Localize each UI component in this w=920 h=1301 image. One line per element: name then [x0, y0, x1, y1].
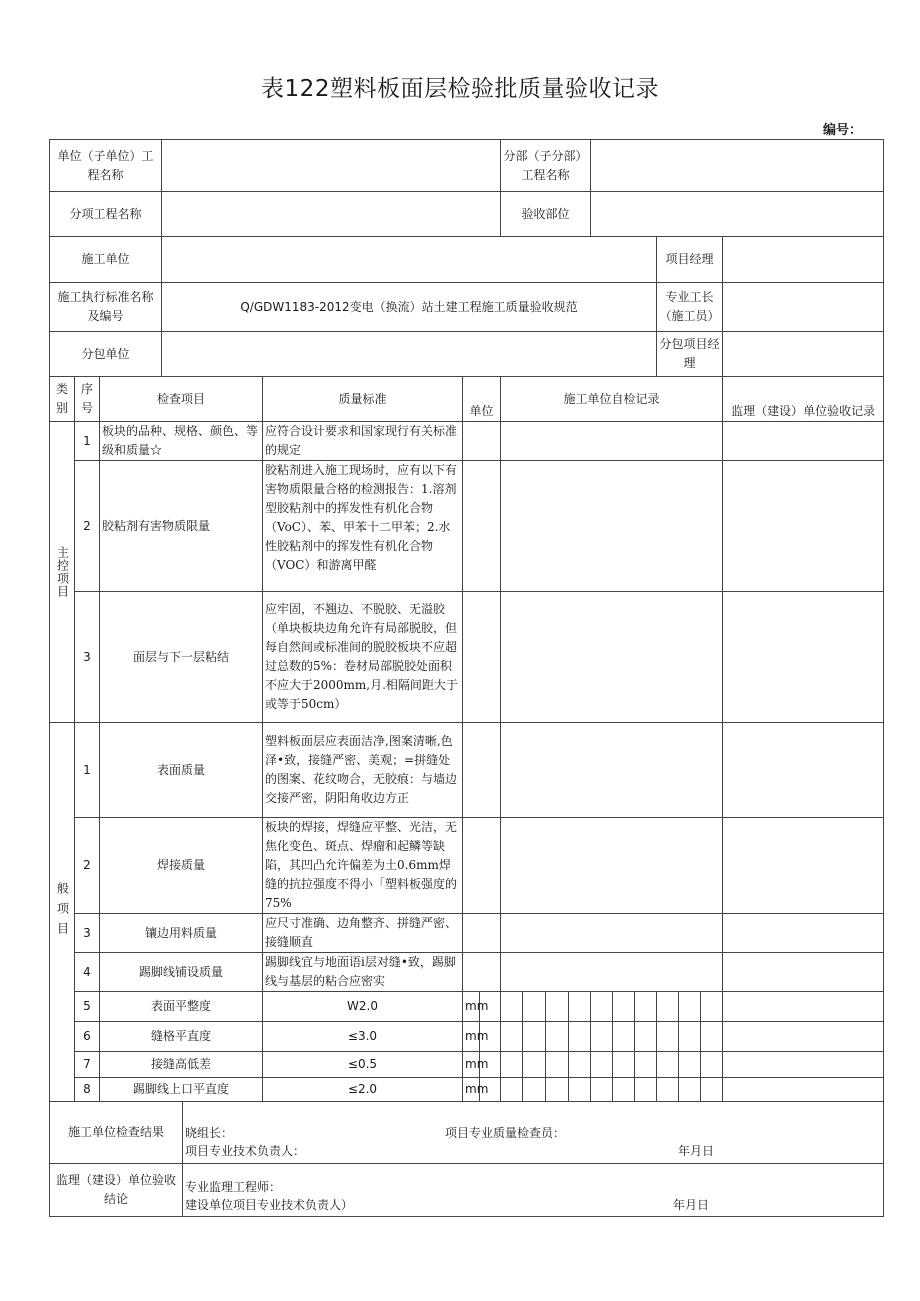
subitem-value[interactable] [162, 192, 501, 237]
measure-cell[interactable] [613, 992, 635, 1022]
main-seq: 1 [75, 422, 100, 461]
col-seq: 序号 [75, 377, 100, 422]
measure-cell[interactable] [546, 1052, 569, 1078]
main-seq: 2 [75, 461, 100, 592]
sub-pm-value[interactable] [723, 332, 884, 377]
measure-cell[interactable] [523, 992, 546, 1022]
measure-cell[interactable] [657, 1022, 679, 1052]
general-seq: 2 [75, 818, 100, 914]
measure-cell[interactable] [613, 1052, 635, 1078]
general-self-check[interactable] [501, 914, 723, 953]
main-category-label: 主控项目 [55, 546, 70, 598]
measure-cell[interactable] [723, 1052, 884, 1078]
check-result-signatures[interactable] [183, 1102, 884, 1164]
qc-inspector-label: 项目专业质量检查员： [445, 1126, 566, 1140]
check-date: 年月日 [678, 1144, 715, 1158]
general-unit[interactable] [463, 953, 501, 992]
tech-lead-label: 项目专业技术负责人： [185, 1144, 306, 1158]
general-category [50, 723, 75, 1102]
measure-cell[interactable] [701, 992, 723, 1022]
general-supervision[interactable] [723, 953, 884, 992]
tolerance-seq: 6 [75, 1022, 100, 1052]
main-standard: 胶粘剂进入施工现场时，应有以下有害物质限量合格的检测报告：1.溶剂型胶粘剂中的挥发性有机化合物（VoC）、苯、甲苯十二甲苯；2.水性胶粘剂中的挥发性有机化合物（VOC）和游离甲醛 [263, 461, 463, 592]
subcontractor-label: 分包单位 [50, 332, 162, 377]
supervision-signatures[interactable] [183, 1164, 884, 1217]
general-unit[interactable] [463, 818, 501, 914]
measure-cell[interactable] [679, 992, 701, 1022]
general-item: 镶边用料质量 [100, 914, 263, 953]
col-self-check: 施工单位自检记录 [501, 377, 723, 422]
measure-cell[interactable] [569, 992, 591, 1022]
general-standard: 板块的焊接，焊缝应平整、光洁，无焦化变色、斑点、焊瘤和起鳞等缺陷，其凹凸允许偏差为土0.6mm焊缝的抗拉强度不得小「塑料板强度的75% [263, 818, 463, 914]
foreman-label: 专业工长（施工员） [657, 283, 723, 332]
team-leader-label: 晓组长： [185, 1126, 234, 1140]
measure-cell[interactable] [569, 1078, 591, 1102]
tolerance-item: 表面平整度 [100, 992, 263, 1022]
tolerance-unit: mm [463, 1078, 480, 1102]
measure-cell[interactable] [501, 992, 523, 1022]
general-self-check[interactable] [501, 953, 723, 992]
supervision-date: 年月日 [673, 1198, 710, 1212]
owner-tech-label: 建设单位项目专业技术负责人） [185, 1198, 354, 1212]
standard-label: 施工执行标准名称及编号 [50, 283, 162, 332]
page-title: 表122塑料板面层检验批质量验收记录 [261, 76, 659, 102]
tolerance-unit: mm [463, 1022, 480, 1052]
constructor-value[interactable] [162, 237, 657, 283]
measure-cell[interactable] [657, 1052, 679, 1078]
main-item: 板块的品种、规格、颜色、等级和质量☆ [100, 422, 263, 461]
measure-cell[interactable] [591, 992, 613, 1022]
general-item: 焊接质量 [100, 818, 263, 914]
tolerance-item: 接缝高低差 [100, 1052, 263, 1078]
subdivision-label: 分部（子分部）工程名称 [501, 140, 591, 192]
main-seq: 3 [75, 592, 100, 723]
col-standard: 质量标准 [263, 377, 463, 422]
tolerance-standard: ≤3.0 [263, 1022, 463, 1052]
measure-cell[interactable] [546, 992, 569, 1022]
measure-cell[interactable] [613, 1022, 635, 1052]
tolerance-standard: ≤0.5 [263, 1052, 463, 1078]
main-supervision[interactable] [723, 592, 884, 723]
measure-cell[interactable] [523, 1052, 546, 1078]
check-result-label: 施工单位检查结果 [50, 1102, 183, 1164]
measure-cell[interactable] [523, 1022, 546, 1052]
subcontractor-value[interactable] [162, 332, 657, 377]
general-standard: 踢脚线宜与地面语i层对缝•致，踢脚线与基层的粘合应密实 [263, 953, 463, 992]
tolerance-seq: 8 [75, 1078, 100, 1102]
measure-cell[interactable] [613, 1078, 635, 1102]
main-unit[interactable] [463, 592, 501, 723]
general-standard: 应尺寸准确、边角整齐、拼缝严密、接缝顺直 [263, 914, 463, 953]
measure-cell[interactable] [679, 1078, 701, 1102]
general-item: 踢脚线铺设质量 [100, 953, 263, 992]
main-category [50, 422, 75, 723]
tolerance-seq: 5 [75, 992, 100, 1022]
measure-cell[interactable] [569, 1052, 591, 1078]
measure-cell[interactable] [591, 1052, 613, 1078]
measure-cell[interactable] [591, 1078, 613, 1102]
general-self-check[interactable] [501, 723, 723, 818]
main-self-check[interactable] [501, 422, 723, 461]
general-category-label: 般项目 [55, 882, 70, 942]
measure-cell[interactable] [701, 1052, 723, 1078]
tolerance-item: 缝格平直度 [100, 1022, 263, 1052]
main-supervision[interactable] [723, 461, 884, 592]
project-manager-label: 项目经理 [657, 237, 723, 283]
supervisor-label: 专业监理工程师： [185, 1180, 282, 1194]
measure-cell[interactable] [546, 1022, 569, 1052]
measure-cell[interactable] [635, 1022, 657, 1052]
subitem-label: 分项工程名称 [50, 192, 162, 237]
measure-cell[interactable] [569, 1022, 591, 1052]
measure-cell[interactable] [501, 1078, 523, 1102]
sub-pm-label: 分包项目经理 [657, 332, 723, 377]
unit-label: 单位（子单位）工程名称 [50, 140, 162, 192]
general-unit[interactable] [463, 914, 501, 953]
main-supervision[interactable] [723, 422, 884, 461]
col-unit: 单位 [463, 377, 501, 422]
acceptance-part-value[interactable] [591, 192, 884, 237]
col-category: 类别 [50, 377, 75, 422]
measure-cell[interactable] [635, 1052, 657, 1078]
measure-cell[interactable] [657, 992, 679, 1022]
tolerance-unit: mm [463, 992, 480, 1022]
measure-cell[interactable] [679, 1052, 701, 1078]
tolerance-item: 踢脚线上口平直度 [100, 1078, 263, 1102]
project-manager-value[interactable] [723, 237, 884, 283]
general-supervision[interactable] [723, 818, 884, 914]
standard-value[interactable]: Q/GDW1183-2012变电（换流）站土建工程施工质量验收规范 [162, 283, 657, 332]
doc-number-label: 编号： [822, 123, 862, 138]
measure-cell[interactable] [679, 1022, 701, 1052]
general-self-check[interactable] [501, 818, 723, 914]
measure-cell[interactable] [723, 1022, 884, 1052]
measure-cell[interactable] [657, 1078, 679, 1102]
main-standard: 应牢固，不翘边、不脱胶、无溢胶（单块板块边角允许有局部脱胶，但每自然间或标准间的脱胶板块不应超过总数的5%：卷材局部脱胶处面积不应大于2000mm,月.相隔间距大于或等于50cm） [263, 592, 463, 723]
subdivision-value[interactable] [591, 140, 884, 192]
measure-cell[interactable] [591, 1022, 613, 1052]
measure-cell[interactable] [501, 1052, 523, 1078]
main-self-check[interactable] [501, 592, 723, 723]
general-seq: 3 [75, 914, 100, 953]
tolerance-standard: ≤2.0 [263, 1078, 463, 1102]
unit-value[interactable] [162, 140, 501, 192]
main-standard: 应符合设计要求和国家现行有关标准的规定 [263, 422, 463, 461]
main-item: 胶粘剂有害物质限量 [100, 461, 263, 592]
measure-cell[interactable] [723, 1078, 884, 1102]
tolerance-standard: W2.0 [263, 992, 463, 1022]
col-supervision: 监理（建设）单位验收记录 [723, 377, 884, 422]
tolerance-seq: 7 [75, 1052, 100, 1078]
inspection-table [49, 139, 884, 1217]
measure-cell[interactable] [546, 1078, 569, 1102]
main-self-check[interactable] [501, 461, 723, 592]
measure-cell[interactable] [701, 1022, 723, 1052]
measure-cell[interactable] [635, 992, 657, 1022]
general-supervision[interactable] [723, 914, 884, 953]
measure-cell[interactable] [723, 992, 884, 1022]
general-unit[interactable] [463, 723, 501, 818]
col-item: 检查项目 [100, 377, 263, 422]
constructor-label: 施工单位 [50, 237, 162, 283]
measure-cell[interactable] [523, 1078, 546, 1102]
general-item: 表面质量 [100, 723, 263, 818]
general-supervision[interactable] [723, 723, 884, 818]
main-unit[interactable] [463, 461, 501, 592]
general-standard: 塑料板面层应表面洁净,图案清晰,色泽•致，接缝严密、美观；=拼缝处的图案、花纹吻合，无胶痕：与墙边交接严密，阴阳角收边方正 [263, 723, 463, 818]
acceptance-part-label: 验收部位 [501, 192, 591, 237]
general-seq: 4 [75, 953, 100, 992]
main-unit[interactable] [463, 422, 501, 461]
supervision-conclusion-label: 监理（建设）单位验收结论 [50, 1164, 183, 1217]
measure-cell[interactable] [635, 1078, 657, 1102]
measure-cell[interactable] [701, 1078, 723, 1102]
measure-cell[interactable] [501, 1022, 523, 1052]
main-item: 面层与下一层粘结 [100, 592, 263, 723]
foreman-value[interactable] [723, 283, 884, 332]
tolerance-unit: mm [463, 1052, 480, 1078]
general-seq: 1 [75, 723, 100, 818]
